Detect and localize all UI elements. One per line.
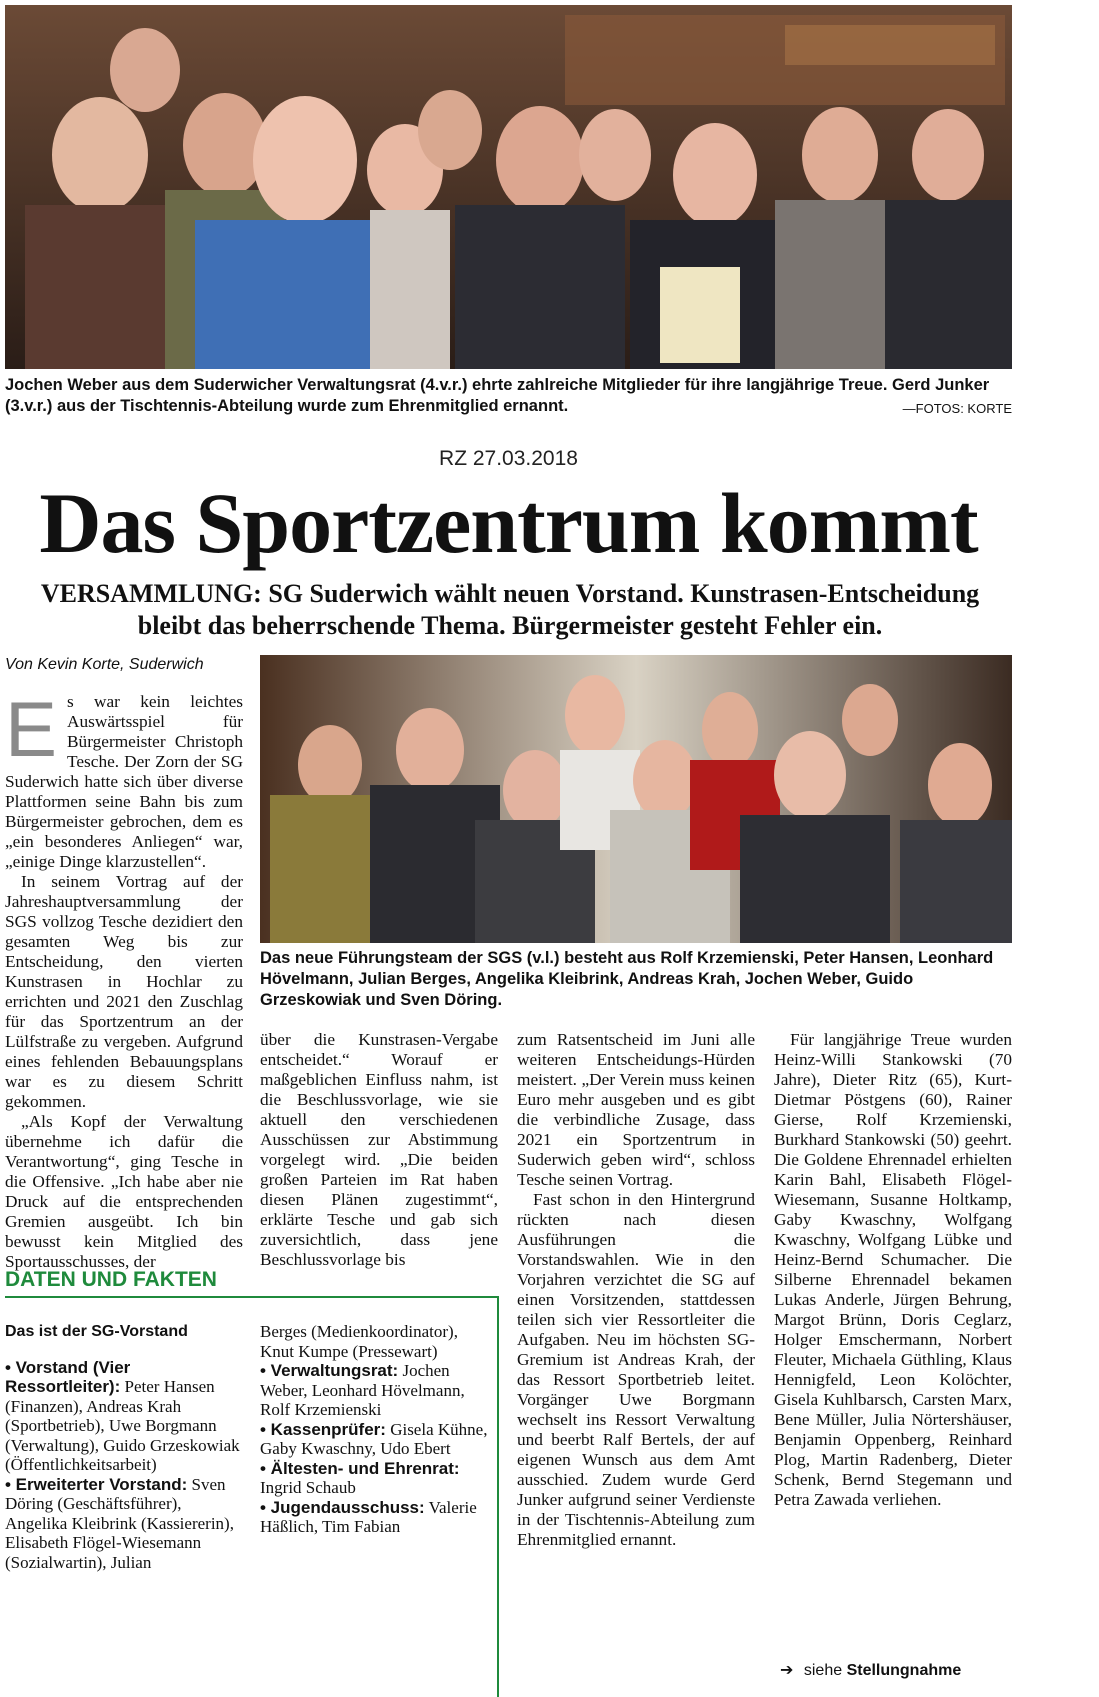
article-column-1 — [5, 685, 243, 1272]
paragraph: zum Ratsentscheid im Juni alle weiteren Entscheidungs-Hürden meistert. „Der Verein muss keinen Euro mehr ausgeben und es gibt die verbindliche Zusage, dass 2021 ein Sportzentrum in Suderwich geben wird“, schloss Tesche seinen Vortrag. — [517, 1030, 755, 1189]
facts-item: • Vorstand (Vier Ressortleiter): Peter Hansen (Finanzen), Andreas Krah (Sportbetrieb), Uwe Borgmann (Verwaltung), Guido Grzeskowiak (Öffentlichkeitsarbeit) — [5, 1357, 240, 1474]
article-column-2 — [260, 1030, 498, 1270]
facts-left-column — [5, 1322, 243, 1572]
team-photo — [260, 655, 1012, 943]
article-column-3 — [517, 1030, 755, 1550]
facts-heading: DATEN UND FAKTEN — [5, 1268, 217, 1291]
facts-item: Berges (Medienkoordinator), Knut Kumpe (Pressewart) — [260, 1322, 458, 1361]
paragraph: Für langjährige Treue wurden Heinz-Willi Stankowski (70 Jahre), Dieter Ritz (65), Kurt-Dietmar Pöstgens (60), Rainer Gierse, Rolf Krzemienski, Burkhard Stankowski (50) geehrt. Die Goldene Ehrennadel erhielten Karin Bahl, Elisabeth Flögel-Wiesemann, Susanne Holtkamp, Gaby Kwaschny, Wolfgang Kwaschny, Wolfgang Lübke und Heinz-Bernd Schumacher. Die Silberne Ehrennadel bekamen Lukas Anderle, Jürgen Behrung, Margot Brünn, Doris Ceglarz, Holger Emschermann, Norbert Fleuter, Michaela Güthling, Klaus Hennigfeld, Leon Kolöchter, Gisela Kuhlbarsch, Carsten Marx, Bene Müller, Julia Nörtershäuser, Benjamin Oppenberg, Reinhard Plog, Martin Radenberg, Dieter Schenk, Bernd Stegemann und Petra Zawada verliehen. — [774, 1030, 1012, 1509]
top-photo-caption — [5, 375, 1012, 419]
facts-subheading: Das ist der SG-Vorstand — [5, 1323, 188, 1340]
see-also[interactable] — [780, 1660, 1015, 1680]
paragraph: „Als Kopf der Verwaltung übernehme ich dafür die Verantwortung“, ging Tesche in die Offensive. „Ich habe aber nie Druck auf die entsprechenden Gremien ausgeübt. Ich bin bewusst kein Mitglied des Sportausschusses, der — [5, 1112, 243, 1271]
see-also-prefix: siehe — [803, 1662, 843, 1679]
dateline: RZ 27.03.2018 — [439, 447, 578, 470]
byline: Von Kevin Korte, Suderwich — [5, 656, 204, 673]
arrow-right-icon: ➔ — [780, 1662, 794, 1679]
see-also-target: Stellungnahme — [846, 1662, 962, 1679]
facts-item: • Erweiterter Vorstand: Sven Döring (Geschäftsführer), Angelika Kleibrink (Kassiererin), Elisabeth Flögel-Wiesemann (Sozialwartin), Julian — [5, 1474, 234, 1572]
headline: Das Sportzentrum kommt — [39, 475, 978, 571]
facts-item: • Verwaltungsrat: Jochen Weber, Leonhard Hövelmann, Rolf Krzemienski — [260, 1361, 465, 1419]
facts-item: • Kassenprüfer: Gisela Kühne, Gaby Kwaschny, Udo Ebert — [260, 1419, 488, 1458]
paragraph: s war kein leichtes Auswärtsspiel für Bürgermeister Christoph Tesche. Der Zorn der SG Suderwich hatte sich über diverse Plattformen seine Bahn bis zum Bürgermeister gebrochen, dem es „ein besonderes Anliegen“ war, „einige Dinge klarzustellen“. — [5, 692, 243, 871]
facts-right-column — [260, 1322, 490, 1537]
subhead: VERSAMMLUNG: SG Suderwich wählt neuen Vorstand. Kunstrasen-Entscheidung bleibt das beherrschende Thema. Bürgermeister gesteht Fehler ein. — [40, 579, 980, 640]
paragraph: Fast schon in den Hintergrund rückten nach diesen Ausführungen die Vorstandswahlen. Wie in den Vorjahren verzichtet die SG auf einen Vorsitzenden, stattdessen teilen sich vier Ressortleiter die Aufgaben. Neu im höchsten SG-Gremium ist Andreas Krah, der das Ressort Sportbetrieb leitet. Vorgänger Uwe Borgmann wechselt ins Ressort Verwaltung und beerbt Ralf Bertels, der auf eigenen Wunsch aus dem Amt ausschied. Zudem wurde Gerd Junker aufgrund seiner Verdienste in der Tischtennis-Abteilung zum Ehrenmitglied ernannt. — [517, 1190, 755, 1549]
paragraph: über die Kunstrasen-Vergabe entscheidet.“ Worauf er maßgeblichen Einfluss nahm, ist die Beschlussvorlage, wie sie aktuell den verschiedenen Ausschüssen zur Abstimmung vorgelegt wird. „Die beiden großen Parteien im Rat haben diesen Plänen zugestimmt“, erklärte Tesche und gab sich zuversichtlich, dass jene Beschlussvorlage bis — [260, 1030, 498, 1269]
team-photo-caption: Das neue Führungsteam der SGS (v.l.) besteht aus Rolf Krzemienski, Peter Hansen, Leonhard Hövelmann, Julian Berges, Angelika Kleibrink, Andreas Krah, Jochen Weber, Guido Grzeskowiak und Sven Döring. — [260, 949, 994, 1009]
photo-credit: —FOTOS: KORTE — [902, 401, 1012, 416]
drop-cap: E — [5, 685, 58, 773]
facts-item: • Jugendausschuss: Valerie Häßlich, Tim Fabian — [260, 1497, 477, 1536]
facts-item: • Ältesten- und Ehrenrat: Ingrid Schaub — [260, 1458, 460, 1497]
article-column-4 — [774, 1030, 1012, 1510]
paragraph: In seinem Vortrag auf der Jahreshauptversammlung der SGS vollzog Tesche dezidiert den gesamten Weg bis zur Entscheidung, den vierten Kunstrasen in Hochlar zu errichten und 2021 den Zuschlag für das Sportzentrum an der Lülfstraße zu vergeben. Aufgrund eines fehlenden Bebauungsplans war es zu diesem Schritt gekommen. — [5, 872, 243, 1111]
top-photo-caption-text: Jochen Weber aus dem Suderwicher Verwaltungsrat (4.v.r.) ehrte zahlreiche Mitglieder für ihre langjährige Treue. Gerd Junker (3.v.r.) aus der Tischtennis-Abteilung wurde zum Ehrenmitglied ernannt. — [5, 376, 990, 415]
top-group-photo — [5, 5, 1012, 369]
